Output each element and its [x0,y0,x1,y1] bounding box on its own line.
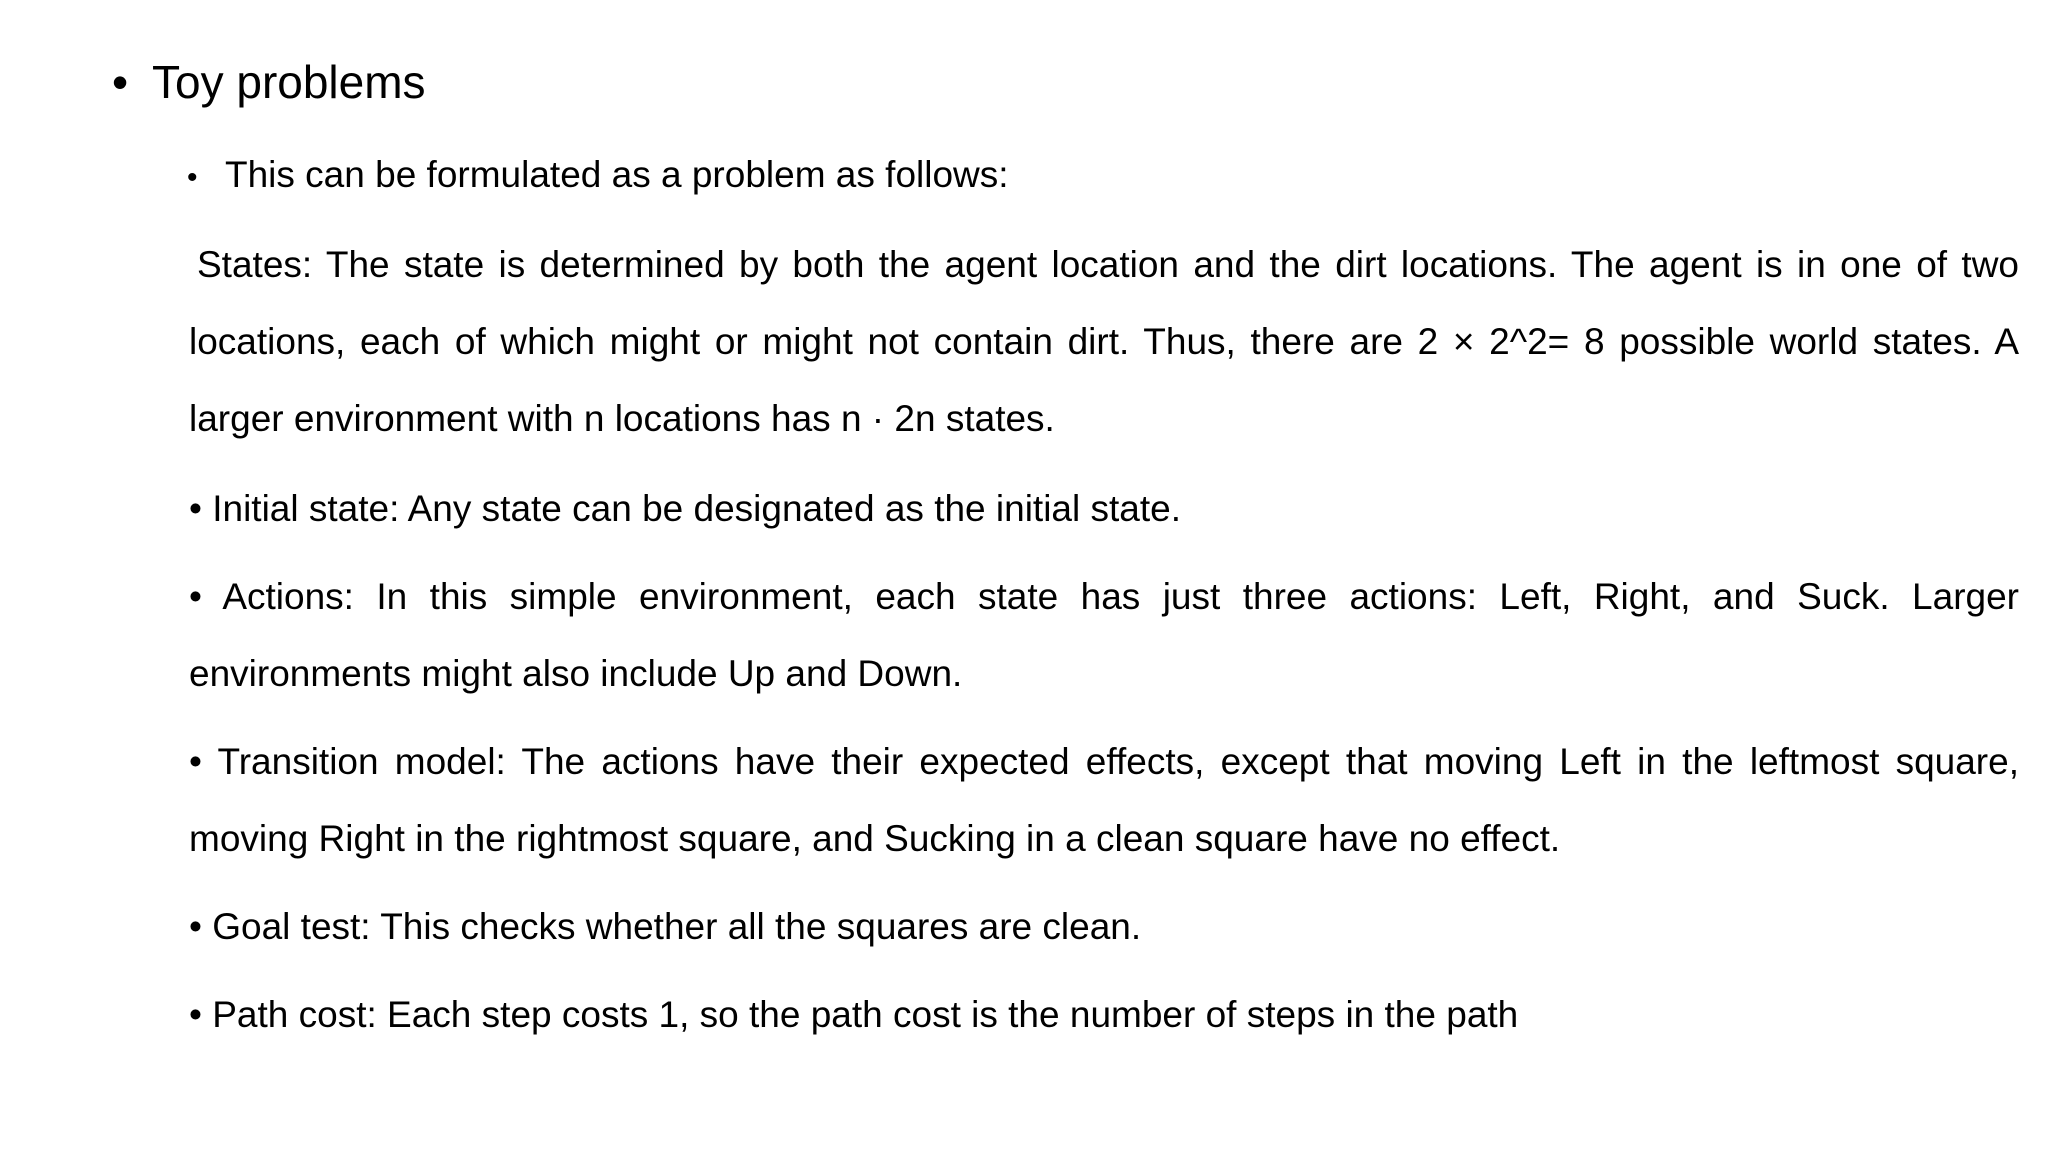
bullet-icon: • [112,56,129,108]
path-cost-paragraph: • Path cost: Each step costs 1, so the path cost is the number of steps in the path [189,994,1519,1035]
heading-text: Toy problems [152,56,426,108]
actions-paragraph: • Actions: In this simple environment, each state has just three actions: Left, Right, and Suck. Larger environments might also include Up and Down. [189,576,2019,694]
goal-test-paragraph: • Goal test: This checks whether all the squares are clean. [189,906,1142,947]
subheading-item [187,150,1009,203]
initial-state-paragraph: • Initial state: Any state can be designated as the initial state. [189,488,1182,529]
heading-item [112,52,426,112]
bullet-icon: • [187,161,198,194]
states-paragraph: States: The state is determined by both the agent location and the dirt locations. The agent is in one of two locations, each of which might or might not contain dirt. Thus, there are 2 × 2^2= 8 possible world states. A larger environment with n locations has n · 2n states. [189,244,2019,439]
transition-model-paragraph: • Transition model: The actions have their expected effects, except that moving Left in the leftmost square, moving Right in the rightmost square, and Sucking in a clean square have no effect. [189,741,2019,859]
subheading-text: This can be formulated as a problem as follows: [225,154,1009,195]
